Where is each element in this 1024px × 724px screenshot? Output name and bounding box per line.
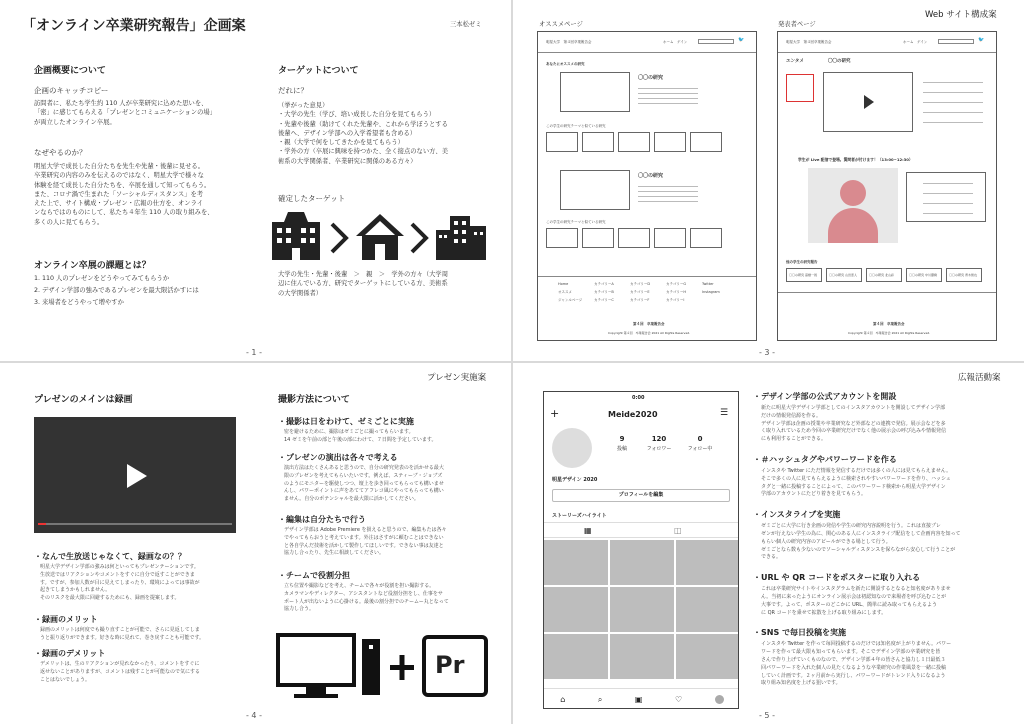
wf-chat bbox=[906, 172, 986, 222]
account-name: Meide2020 bbox=[608, 410, 658, 419]
wf-site-name: 明星大学 第４回卒業報告会 bbox=[786, 40, 832, 44]
target-icons bbox=[270, 210, 490, 262]
wf-live-head: 学生が Live 配信で登場。質問者が付けます！（13:00~12:30） bbox=[798, 157, 913, 162]
s4-text: 立ち位置や撮影などを考え、チームで各々が役割を担い撮影する。 カメラマンやディレクター、アシスタントなど役割分担をし、仕事をサ ポート人が出ないように心掛ける。最後の割分担でのチームー丸となって 協力し合う。 bbox=[284, 583, 449, 613]
s3-heading: ・編集は自分たちで行う bbox=[278, 515, 366, 524]
wf-thumb bbox=[560, 72, 630, 112]
arrow-icon bbox=[412, 224, 426, 252]
s1-heading: ・撮影は日をわけて、ゼミごとに実施 bbox=[278, 417, 414, 426]
reels-icon[interactable]: ▣ bbox=[634, 695, 643, 704]
plan3-heading: ・インスタライブを実施 bbox=[753, 510, 841, 520]
house-icon bbox=[356, 214, 404, 260]
page-5 bbox=[513, 363, 1024, 724]
wf-nav: ホーム ゲイン bbox=[663, 40, 691, 44]
target-heading: ターゲットについて bbox=[278, 66, 359, 76]
page-4 bbox=[0, 363, 511, 724]
wf-footer-title: 第４回 卒業報告会 bbox=[633, 322, 665, 326]
section-label: 広報活動案 bbox=[958, 373, 1001, 383]
issues-heading: オンライン卒展の課題とは？ bbox=[34, 261, 151, 271]
university-building-icon bbox=[272, 212, 320, 260]
bio: 明星デザイン 2020 bbox=[552, 477, 598, 483]
s2-text: 演出方法はたくさんあると思うので、自分の研究発表のを活かせる最大 限のプレゼンを考えてもらいたいです。例えば、スティーブ・ジョブズ のようにモニターを駆使しつつ、壇上を歩き回ってもらっても構いませ んし、パワーポイントに声をあててアフレコ風にやってもらっても構い ません。自分のポテンシャルを最大限に活かしてください。 bbox=[284, 465, 444, 503]
page-number: - 4 - bbox=[246, 711, 262, 720]
why-text: 明星大学デザイン学部の強みは何といってもプレゼンテーションです。 生放送ではリアクションやコメントをすぐに自分で返すことができま す。ですが、参加人数が目に見えてしまったり、環境によっては事故が 起きてしまうかもしれません。 そのリスクを最大限に回避するためにも、録画を提案します。 bbox=[40, 564, 200, 602]
s1-text: 密を避けるために、撮影はゼミごとに撮ってもらいます。 14 ゼミを午前の部と午後の部にわけて、７日間を予定しています。 bbox=[284, 429, 437, 443]
arrow-icon bbox=[332, 224, 346, 252]
play-icon[interactable] bbox=[127, 464, 147, 488]
page-title: 「オンライン卒業研究報告」企画案 bbox=[22, 18, 246, 34]
wf-presenter-name: エンタメ bbox=[786, 59, 804, 64]
wf-video bbox=[823, 72, 913, 132]
wf-research-title: 〇〇の研究 bbox=[638, 75, 664, 81]
main-heading: プレゼンのメインは録画 bbox=[34, 395, 133, 405]
premiere-label: Pr bbox=[435, 651, 465, 679]
avatar bbox=[552, 428, 592, 468]
wf-theme-head: この学生の研究テーマと似ている研究 bbox=[546, 220, 606, 224]
posts-label: 投稿 bbox=[616, 446, 627, 452]
wf-rec-head: あなたにオススメの研究 bbox=[546, 62, 585, 66]
heart-icon[interactable]: ♡ bbox=[674, 695, 683, 704]
who-text: （挙がった意見） ・大学の先生（学び、培い成長した自分を見てもらう） ・先輩や後輩（助けてくれた先輩や、これから学ぼうとする 後輩へ、デザイン学部への入学希望者も含める） ・親（大学で何をしてきたかを見てもらう） ・学外の方（卒展に興味を持つかた、全く接点のない方、美 術系の大学関係者、卒業研究に関係のある方々） bbox=[278, 102, 449, 165]
search-icon[interactable]: ⌕ bbox=[597, 694, 603, 704]
section-label: プレゼン実施案 bbox=[427, 373, 487, 383]
plan1-heading: ・デザイン学部の公式アカウントを開設 bbox=[753, 392, 897, 401]
recommend-page-label: オススメページ bbox=[539, 21, 583, 28]
wf-live-stream bbox=[808, 168, 898, 243]
wf-copyright: Copyright 第４回 卒業報告会 2021 All Rights Reserved. bbox=[608, 331, 691, 335]
following-count: 0 bbox=[697, 435, 703, 443]
why-heading: なぜやるのか？ bbox=[34, 148, 87, 157]
catch-text: 訪問者に、私たち学生約 110 人が卒業研究に込めた思いを、 「密」に感じてもらえる「プレゼンとコミュニケーションの場」 が両立したオンライン卒展。 bbox=[34, 100, 216, 126]
phone-time: 0:00 bbox=[632, 395, 645, 401]
pc-tower-icon bbox=[362, 639, 380, 695]
grid-tab-icon[interactable]: ▦ bbox=[584, 526, 592, 535]
wf-copyright: Copyright 第４回 卒業報告会 2021 All Rights Reserved. bbox=[848, 331, 931, 335]
fixed-target-text: 大学の先生・先輩・後輩 ＞ 親 ＞ 学外の方々（大学周 辺に住んでいる方、研究でターゲットにしている方、美術系 の大学関係者） bbox=[278, 271, 449, 297]
wf-nav: ホーム ゲイン bbox=[903, 40, 931, 44]
profile-icon[interactable] bbox=[715, 695, 724, 704]
why-heading: ・なんで生放送じゃなくて、録画なの？？ bbox=[34, 552, 186, 561]
shoot-heading: 撮影方法について bbox=[278, 395, 350, 405]
wf-thumb bbox=[560, 170, 630, 210]
plan2-heading: ・＃ハッシュタグやパワーワードを作る bbox=[753, 454, 897, 464]
tagged-tab-icon[interactable]: ◫ bbox=[674, 526, 682, 535]
why-text: 明星大学で成長した自分たちを先生や先輩・後輩に見せる。 卒業研究の内容のみを伝えるのではなく、明星大学で様々な 体験を経て成長した自分たちを、卒展を通して知ってもらう。 また、コロナ渦で生まれた「ソーシャルディスタンス」を考 えた上で、サイト構成・プレゼン・広報の仕方を、オンライ ンならではのものにして、私たち４年生 110 人の取り組みを、 多くの人に見てもらう。 bbox=[34, 163, 214, 226]
page-1 bbox=[0, 0, 511, 361]
plan5-heading: ・SNS で毎日投稿を実施 bbox=[753, 628, 847, 638]
followers-count: 120 bbox=[651, 435, 667, 443]
stories-highlight: ストーリーズハイライト bbox=[552, 513, 607, 519]
plan4-heading: ・URL や QR コードをポスターに取り入れる bbox=[753, 573, 921, 583]
presenter-wireframe: 明星大学 第４回卒業報告会 ホーム ゲイン 🐦 エンタメ 〇〇の研究 学生が Live 配信で登場。質問者が付けます！（13:00~12:30） 他の学生の研究報告 〇〇の研究 高橋一員 〇〇の研究 山田恵人 〇〇の研究 北山彩 〇〇の研究 中川優樹 〇〇の研究 青木智也 第４回 卒業報告会 Copyright 第４回 卒業報告会 2021 All Rights Reserved. bbox=[777, 31, 997, 341]
wf-footer-links: Home カテゴリーA カテゴリーD カテゴリーG Twitter オススメ カテゴリーB カテゴリーE カテゴリーH Instagram ジャンルページ カテゴリーC カテゴリーF カテゴリーI bbox=[558, 282, 720, 302]
s3-text: デザイン学部は Adobe Premiere を扱えると思うので、編集もたは各々 でやってもらおうと考えています。外注はさすがに頼むことはできない と各自学んだ技術を活かして製作してほしいです。できない事は友達と 協力し合ったり、先生に相談してください。 bbox=[284, 527, 447, 557]
wf-search-box bbox=[698, 39, 734, 44]
tab-bar bbox=[544, 522, 739, 538]
city-buildings-icon bbox=[436, 216, 486, 260]
s4-heading: ・チームで役割分担 bbox=[278, 571, 350, 580]
twitter-icon: 🐦 bbox=[978, 37, 985, 43]
catch-heading: 企画のキャッチコピー bbox=[34, 86, 109, 95]
page-number: - 3 - bbox=[759, 348, 775, 357]
posts-count: 9 bbox=[619, 435, 625, 443]
issues-list: 1. 110 人のプレゼンをどうやってみてもらうか 2. デザイン学部の強みであるプレゼンを最大限活かすには 3. 来場者をどうやって増やすか bbox=[34, 275, 199, 306]
demerit-heading: ・録画のデメリット bbox=[34, 649, 106, 658]
following-label: フォロー中 bbox=[687, 446, 713, 452]
wf-presenter-theme: 〇〇の研究 bbox=[828, 59, 851, 64]
merit-heading: ・録画のメリット bbox=[34, 615, 98, 624]
s2-heading: ・プレゼンの演出は各々で考える bbox=[278, 453, 398, 462]
section-label: Web サイト構成案 bbox=[925, 10, 997, 20]
presenter-page-label: 発表者ページ bbox=[778, 21, 816, 28]
wf-research-title: 〇〇の研究 bbox=[638, 173, 664, 179]
demerit-text: デメリットは、生のリアクションが見れなかったり、コメントをすぐに 返せないことがありますが、コメントは残すことが可能なので気にする ことはないでしょう。 bbox=[40, 661, 201, 683]
post-grid bbox=[544, 540, 739, 679]
menu-icon[interactable]: ☰ bbox=[720, 408, 729, 418]
page-number: - 5 - bbox=[759, 711, 775, 720]
wf-theme-head: この学生の研究テーマと似ている研究 bbox=[546, 124, 606, 128]
wf-site-name: 明星大学 第４回卒業報告会 bbox=[546, 40, 592, 44]
page-number: - 1 - bbox=[246, 348, 262, 357]
followers-label: フォロワー bbox=[646, 446, 672, 452]
edit-profile-button[interactable]: プロフィールを編集 bbox=[552, 489, 730, 502]
video-player[interactable] bbox=[34, 417, 236, 533]
who-heading: だれに？ bbox=[278, 86, 308, 95]
fixed-target-heading: 確定したターゲット bbox=[278, 194, 346, 203]
overview-heading: 企画概要について bbox=[34, 66, 106, 76]
bottom-nav bbox=[544, 688, 739, 709]
merit-text: 録画のメリットは何度でも撮り直すことが可能で、さらに見返してしま うと振り返りができます。好きな時に見れて、巻き戻すことも可能です。 bbox=[40, 627, 205, 641]
recommend-wireframe bbox=[537, 31, 757, 341]
instagram-mockup bbox=[543, 391, 739, 709]
wf-others-head: 他の学生の研究報告 bbox=[786, 260, 818, 264]
page-3 bbox=[513, 0, 1024, 361]
author: 三本松ゼミ bbox=[450, 21, 482, 28]
home-icon[interactable]: ⌂ bbox=[560, 695, 566, 704]
monitor-icon bbox=[278, 635, 354, 698]
add-icon[interactable]: + bbox=[550, 407, 560, 420]
twitter-icon: 🐦 bbox=[738, 37, 745, 43]
wf-footer-title: 第４回 卒業報告会 bbox=[873, 322, 905, 326]
pr-plans: ・デザイン学部の公式アカウントを開設 新たに明星大学デザイン学部としてのインスタアカウントを開設してデザイン学部 だけの情報発信源を作る。 デザイン学部は企画の授業や卒業研究など外部などの連携で発信。展示会などを多 く取り入れているため今回の卒業研究だけでなく他の展示会の呼び込みや情報発信 にも利用することができる。 ・＃ハッシュタグやパワーワードを作る インスタや Twitter にただ情報を発信するだけでは多くの人には見てもらえません。 そこで多くの人に見てもらえるように検索されやすいパワーワードを作り、ハッシュ タグと一緒に投稿することによって、このパワーワード検索から明星大学デザイン 学部のアカウントにたどり着きを見てもらう。 ・インスタライブを実施 ゼミごとに大学に行き企画の発信や学生の研究内容説明を行う。これは直接プレ ゼンが行えない学生の為に、関心のある人にインスタライブ配信をして企画内容を知って もらい個人の研究内容のアピールができる場として行う。 ゼミごとなら数も少ないのでソーシャルディスタンスを保ちながら安心して行うことが できる。 ・URL や QR コードをポスターに取り入れる これは卒業研究サイトやインスタグラムを新たに開設するとなると知名度がありませ ん。当初に来ったようにオンライン展示会は初認知なので来場者を呼び込むことが 大事です。よって、ポスターのどこかに URL、簡単に読み取ってもらえるよう に QR コードを乗せて拡散を上げる取り組みにします。 ・SNS で毎日投稿を実施 インスタや Twitter を作って毎回投稿するのだけでは知名度が上がりません。パワー ワードを作って最大限も知ってもらいます。そこでデザイン学部の卒業研究を皆 さんで作り上げていくものなので、デザイン学部４年の皆さんと協力し１日最低３ 回パワーワードを入れた個人の見たくなるような卒業研究の作業風景を一緒に投稿 していく計画です。２ヶ月前から実行し、パワーワードがトレンド入りになるよう 取り組み知名度を上げる狙いです。 bbox=[753, 391, 1018, 688]
plus-icon bbox=[390, 655, 414, 680]
